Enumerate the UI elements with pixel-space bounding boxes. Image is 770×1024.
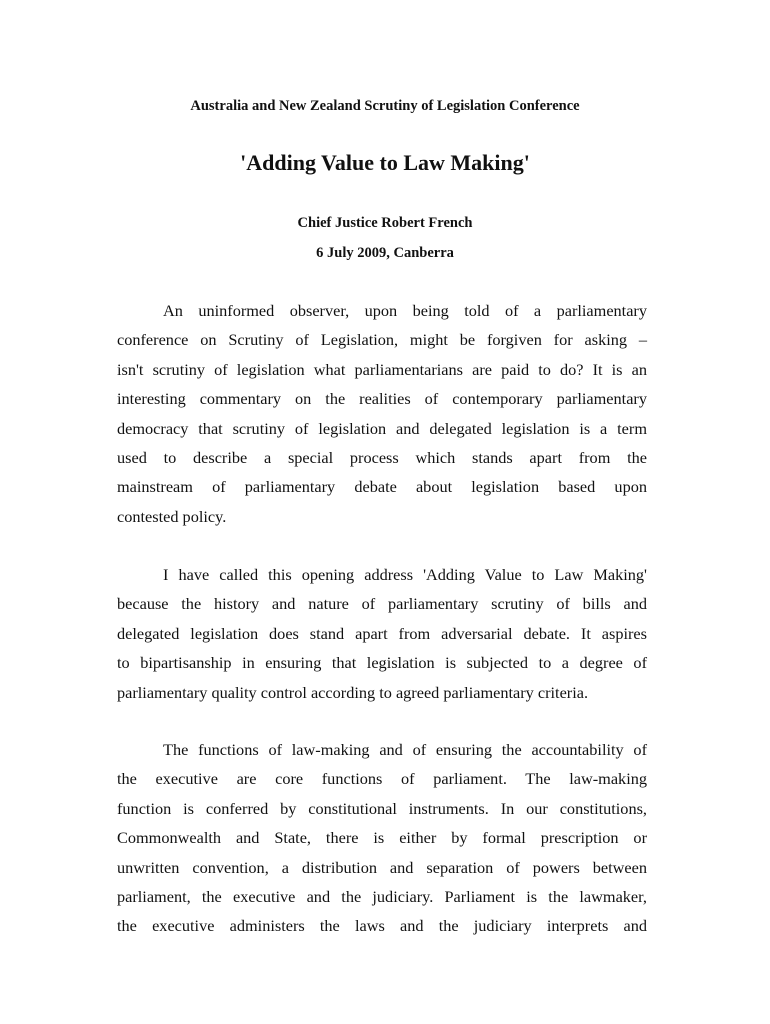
paragraph-line: An uninformed observer, upon being told of a parliamentary (163, 301, 647, 320)
paragraph-line: function is conferred by constitutional instruments. In our constitutions, (117, 798, 647, 818)
paragraph-line: to bipartisanship in ensuring that legislation is subjected to a degree of (117, 653, 647, 673)
paragraph-line: used to describe a special process which stands apart from the (117, 447, 647, 467)
paragraph-line: I have called this opening address 'Adding Value to Law Making' (163, 565, 647, 584)
paragraph-line: isn't scrutiny of legislation what parliamentarians are paid to do? It is an (117, 359, 647, 379)
paragraph-line: delegated legislation does stand apart from adversarial debate. It aspires (117, 623, 647, 643)
paragraph-1 (117, 296, 647, 531)
paragraph-line: Commonwealth and State, there is either by formal prescription or (117, 828, 647, 848)
paragraph-line: unwritten convention, a distribution and separation of powers between (117, 857, 647, 877)
author-name: Chief Justice Robert French (297, 215, 473, 231)
paragraph-line: interesting commentary on the realities of contemporary parliamentary (117, 389, 647, 409)
date-place: 6 July 2009, Canberra (316, 245, 454, 261)
paragraph-3 (117, 735, 647, 941)
conference-name: Australia and New Zealand Scrutiny of Legislation Conference (190, 98, 580, 114)
paragraph-line: democracy that scrutiny of legislation and delegated legislation is a term (117, 418, 647, 438)
paragraph-line: parliamentary quality control according to agreed parliamentary criteria. (117, 682, 589, 702)
paragraph-line: the executive administers the laws and the judiciary interprets and (117, 916, 647, 936)
paragraph-line: parliament, the executive and the judiciary. Parliament is the lawmaker, (117, 886, 647, 906)
paragraph-line: because the history and nature of parliamentary scrutiny of bills and (117, 594, 647, 614)
paragraph-line: conference on Scrutiny of Legislation, might be forgiven for asking – (117, 330, 647, 350)
paragraph-line: the executive are core functions of parliament. The law-making (117, 769, 647, 789)
page-title: 'Adding Value to Law Making' (240, 150, 530, 175)
paragraph-line: The functions of law-making and of ensuring the accountability of (163, 740, 647, 759)
paragraph-line: mainstream of parliamentary debate about legislation based upon (117, 477, 647, 497)
paragraph-line: contested policy. (117, 506, 227, 526)
paragraph-2 (117, 560, 647, 707)
